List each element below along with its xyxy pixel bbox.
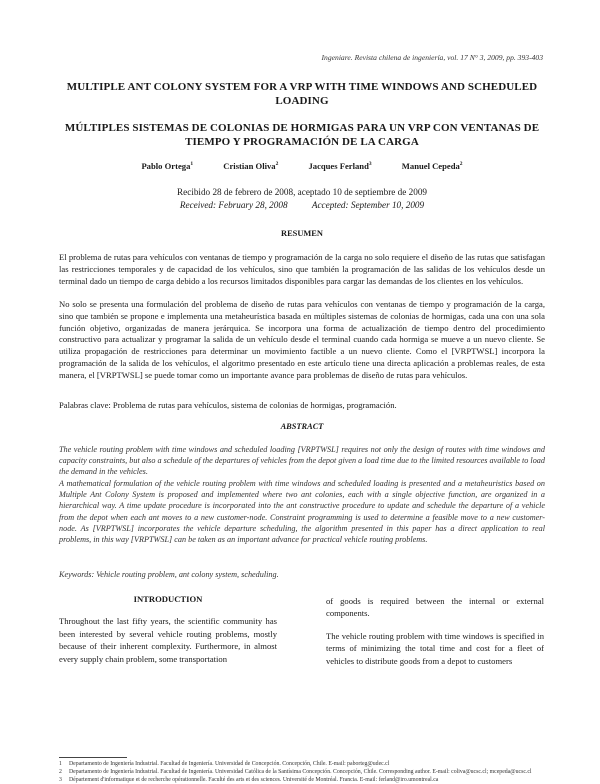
intro-paragraph: of goods is required between the internal or external components. [326, 596, 544, 619]
abstract-heading: ABSTRACT [280, 422, 324, 431]
resumen-paragraph: No solo se presenta una formulación del problema de diseño de rutas para vehículos con ventanas de tiempo y programación de la carga, sino que también se propone e implementa una metaheurística basada en múltiples sistemas de colonias de hormigas, cada una con una sola función objetivo, organizadas de manera jerárquica. Se incorpora una forma de actualización de tiempo dentro del procedimiento constructivo para actualizar y programar la salida de un vehículo desde el terminal cuando cada hormiga se mueve a un nuevo cliente. Se utiliza propagación de restricciones para determinar un movimiento factible a un nuevo cliente. Como el [VRPTWSL] incorpora la programación de la salida de los vehículos, el algoritmo presentado en este artículo tiene una directa aplicación a problemas reales, de esta manera, el [VRPTWSL] se puede tomar como un importante avance para problemas de diseño de rutas para vehículos. [59, 299, 545, 380]
accepted-date: Accepted: September 10, 2009 [311, 200, 425, 210]
author-list [60, 161, 544, 171]
abstract-paragraph: The vehicle routing problem with time windows and scheduled loading [VRPTWSL] requires not only the design of routes with time windows and capacity constraints, but also a schedule of the departures of vehicles from the depot given a load time due to the limited resources available to load the demand in the vehicles. [59, 445, 545, 477]
received-date: Received: February 28, 2008 [179, 200, 288, 210]
author: Cristian Oliva$^2$ [223, 161, 279, 171]
intro-paragraph: The vehicle routing problem with time windows is specified in terms of minimizing the total time and cost for a fleet of vehicles to distribute goods from a depot to customers [326, 630, 544, 666]
abstract-paragraph: A mathematical formulation of the vehicle routing problem with time windows and scheduled loading is presented and a metaheuristics based on Multiple Ant Colony System is proposed and implemented where two ant colonies, each with a single objective function, are organized in a hierarchical way. A time update procedure is incorporated into the ant constructive procedure to update and schedule the departure of a vehicle from the depot when each ant moves to a new customer-node. Constraint programming is used to determine a feasible move to a new customer-node. As [VRPTWSL] incorporates the vehicle departure scheduling, the algorithm presented in this paper has a direct application to real problems, in this way [VRPTWSL] can be taken as an important advance for practical vehicle routing problems. [59, 479, 545, 545]
footnote-rule [59, 757, 127, 758]
title-spanish: MÚLTIPLES SISTEMAS DE COLONIAS DE HORMIGAS PARA UN VRP CON VENTANAS DE TIEMPO Y PROGRAMACIÓN DE LA CARGA [64, 122, 540, 148]
resumen-keywords: Palabras clave: Problema de rutas para vehículos, sistema de colonias de hormigas, programación. [59, 400, 397, 410]
right-column [326, 595, 544, 667]
abstract-keywords: Keywords: Vehicle routing problem, ant colony system, scheduling. [59, 570, 279, 579]
title-english: MULTIPLE ANT COLONY SYSTEM FOR A VRP WITH TIME WINDOWS AND SCHEDULED LOADING [66, 81, 538, 107]
footnotes [59, 760, 545, 784]
dates-english [60, 199, 544, 212]
author: Jacques Ferland$^3$ [308, 161, 372, 171]
introduction-heading: INTRODUCTION [133, 594, 203, 604]
footnote: 3 Département d'informatique et de recherche opérationnelle. Faculté des arts et des sciences. Université de Montréal. Francia. E-mail: ferland@iro.umontreal.ca [59, 777, 439, 783]
intro-paragraph: Throughout the last fifty years, the scientific community has been interested by several vehicle routing problems, mostly because of their inherent complexity. Furthermore, in almost every supply chain problem, some transportation [59, 616, 277, 664]
author: Pablo Ortega$^1$ [141, 161, 194, 171]
journal-header: Ingeniare. Revista chilena de ingeniería, vol. 17 N° 3, 2009, pp. 393-403 [321, 53, 543, 62]
submission-dates [60, 186, 544, 212]
resumen-paragraph: El problema de rutas para vehículos con ventanas de tiempo y programación de la carga no solo requiere el diseño de las rutas que satisfagan las restricciones temporales y de capacidad de los vehículos, sino que también la programación de las salidas de los vehículos desde un terminal dado un tiempo de carga debido a los recursos limitados disponibles para cargar las demandas de los clientes en los vehículos. [59, 252, 545, 286]
footnote: 1 Departamento de Ingeniería Industrial. Facultad de Ingeniería. Universidad de Concepción. Concepción, Chile. E-mail: paborteg@udec.cl [59, 761, 390, 767]
left-column [59, 593, 277, 665]
author: Manuel Cepeda$^2$ [401, 161, 463, 171]
footnote: 2 Departamento de Ingeniería Industrial. Facultad de Ingeniería. Universidad Católica de la Santísima Concepción. Concepción, Chile. Corresponding author. E-mail: coliva@ucsc.cl; mcepeda@ucsc.cl [59, 769, 532, 775]
dates-spanish: Recibido 28 de febrero de 2008, aceptado 10 de septiembre de 2009 [176, 187, 428, 197]
resumen-heading: RESUMEN [281, 229, 323, 238]
